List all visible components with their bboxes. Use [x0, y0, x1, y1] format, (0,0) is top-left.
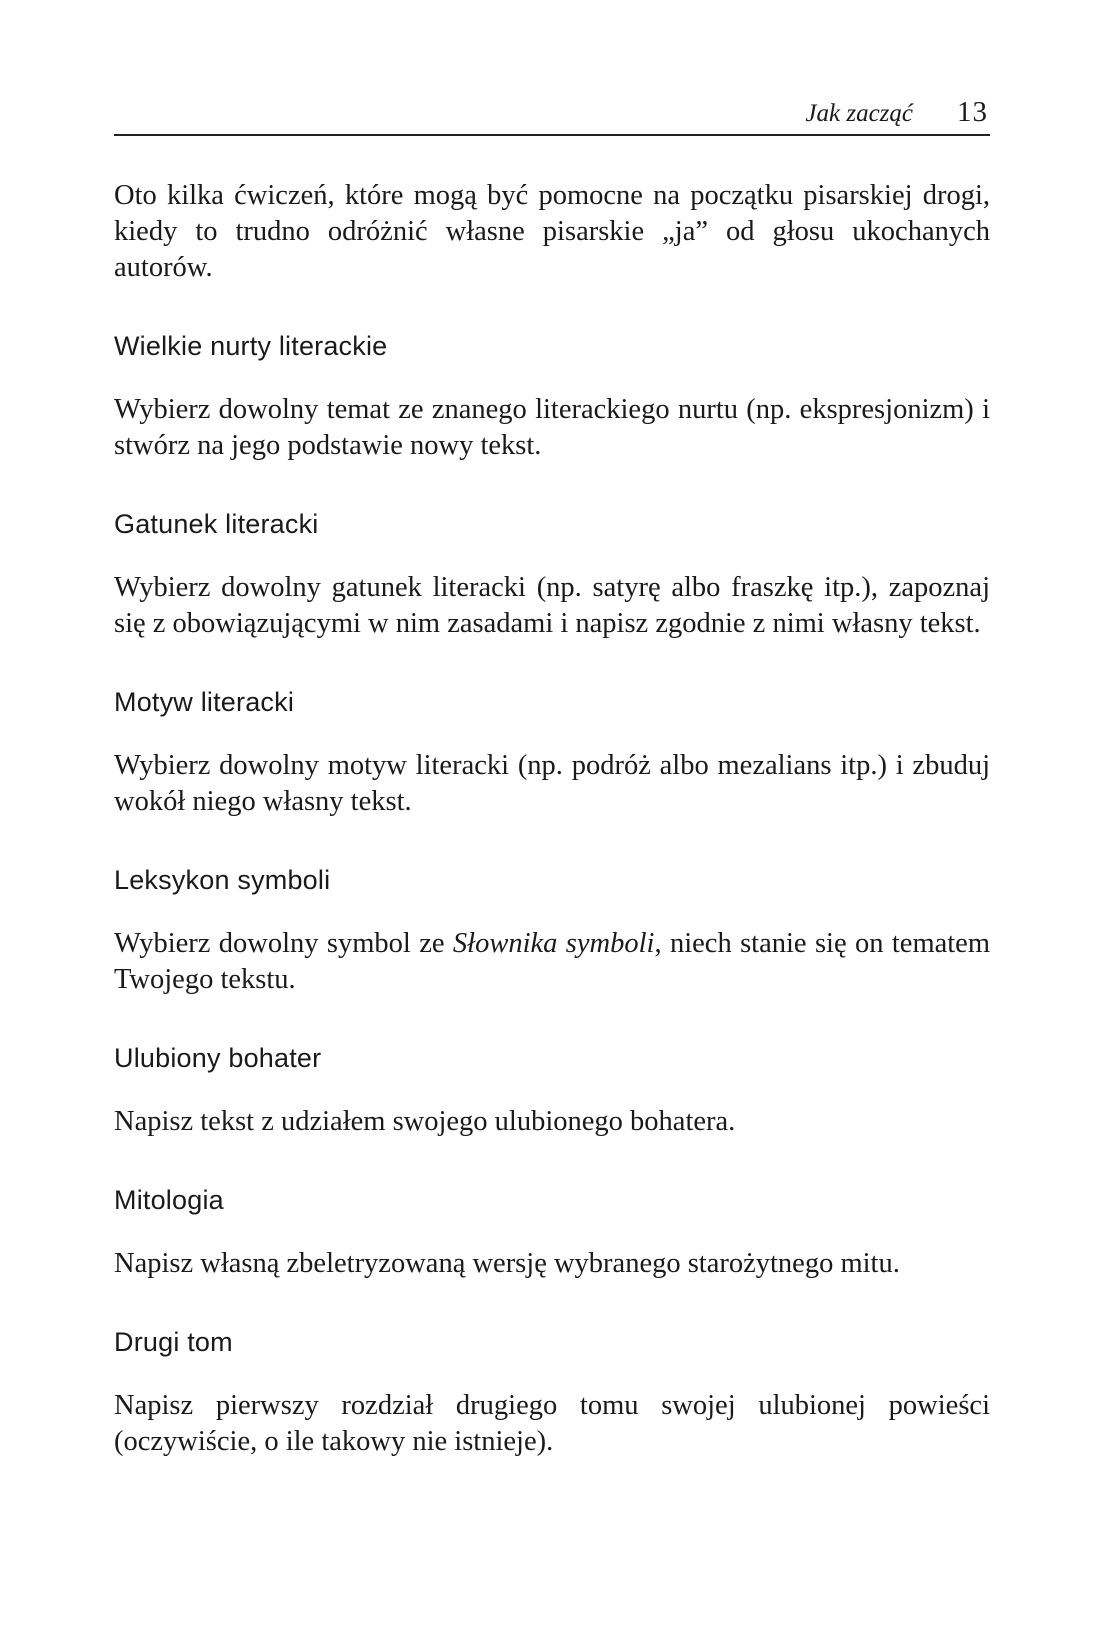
- running-title: Jak zacząć: [805, 100, 913, 127]
- section-title: Leksykon symboli: [114, 865, 331, 895]
- section-motyw: [114, 686, 990, 820]
- section-title: Motyw literacki: [114, 687, 295, 717]
- section-text: Wybierz dowolny temat ze znanego literackiego nurtu (np. ekspresjonizm) i stwórz na jego podstawie nowy tekst.: [114, 394, 990, 461]
- book-title-italic: Słownika symboli: [452, 928, 655, 959]
- section-text: Napisz własną zbeletryzowaną wersję wybranego starożytnego mitu.: [114, 1248, 900, 1279]
- book-page: [114, 96, 990, 1460]
- section-text: Napisz tekst z udziałem swojego ulubionego bohatera.: [114, 1106, 736, 1137]
- section-text: Wybierz dowolny motyw literacki (np. podróż albo mezalians itp.) i zbuduj wokół niego własny tekst.: [114, 750, 990, 817]
- section-text: Wybierz dowolny gatunek literacki (np. satyrę albo fraszkę itp.), zapoznaj się z obowiązującymi w nim zasadami i napisz zgodnie z nimi własny tekst.: [114, 572, 990, 639]
- section-title: Mitologia: [114, 1185, 224, 1215]
- section-mitologia: [114, 1184, 990, 1282]
- section-title: Drugi tom: [114, 1327, 233, 1357]
- section-title: Wielkie nurty literackie: [114, 331, 388, 361]
- text-after: , niech stanie się on tematem Twojego tekstu.: [114, 928, 990, 995]
- section-title: Ulubiony bohater: [114, 1043, 322, 1073]
- text-before: Wybierz dowolny symbol ze: [114, 928, 453, 959]
- section-bohater: [114, 1042, 990, 1140]
- section-leksykon: [114, 864, 990, 998]
- section-text: [114, 926, 990, 998]
- page-number: 13: [957, 96, 988, 128]
- section-wielkie-nurty: [114, 330, 990, 464]
- section-drugi-tom: [114, 1326, 990, 1460]
- section-gatunek: [114, 508, 990, 642]
- section-title: Gatunek literacki: [114, 509, 319, 539]
- intro-paragraph: Oto kilka ćwiczeń, które mogą być pomocne na początku pisarskiej drogi, kiedy to trudno odróżnić własne pisarskie „ja” od głosu ukochanych autorów.: [114, 180, 990, 283]
- section-text: Napisz pierwszy rozdział drugiego tomu swojej ulubionej powieści (oczywiście, o ile takowy nie istnieje).: [114, 1390, 990, 1457]
- running-header: [114, 96, 990, 136]
